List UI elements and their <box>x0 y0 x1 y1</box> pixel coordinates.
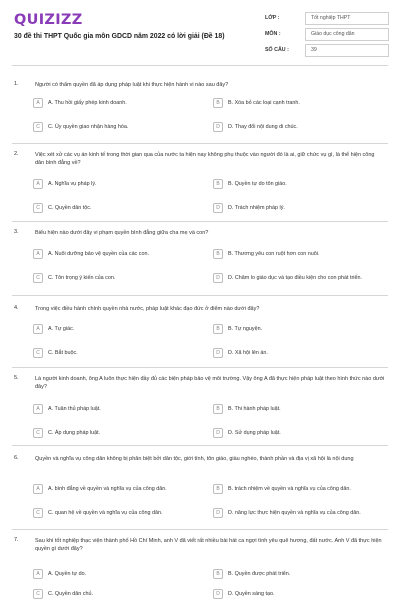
answer-b[interactable] <box>213 567 385 581</box>
answer-c[interactable] <box>33 346 183 360</box>
answer-b[interactable] <box>213 177 385 191</box>
answer-text: A. Nuôi dưỡng bảo vệ quyền của các con. <box>48 250 149 257</box>
answer-text: B. Tự nguyện. <box>228 325 263 332</box>
answer-a[interactable] <box>33 482 183 496</box>
answer-d[interactable] <box>213 201 385 215</box>
answer-key-badge: C <box>33 428 43 438</box>
question-number: 5. <box>14 375 19 381</box>
answer-text: B. Xóa bỏ các loại cạnh tranh. <box>228 99 300 106</box>
answer-key-badge: D <box>213 428 223 438</box>
answer-a[interactable] <box>33 247 183 261</box>
answer-key-badge: A <box>33 249 43 259</box>
answer-d[interactable] <box>213 268 385 288</box>
meta-value-count: 39 <box>305 44 389 57</box>
question-text: Trong việc điều hành chính quyền nhà nước, pháp luật khác đạo đức ở điểm nào dưới đây? <box>35 306 260 312</box>
answer-key-badge: A <box>33 404 43 414</box>
answer-d[interactable] <box>213 587 385 600</box>
question-divider <box>12 445 388 446</box>
answer-key-badge: B <box>213 484 223 494</box>
answer-key-badge: D <box>213 203 223 213</box>
answer-d[interactable] <box>213 426 385 440</box>
meta-row-class <box>265 10 389 26</box>
answer-text: B. Thương yêu con ruột hơn con nuôi. <box>228 250 320 257</box>
question-number: 4. <box>14 305 19 311</box>
answer-key-badge: A <box>33 324 43 334</box>
header-divider <box>12 65 388 66</box>
answer-text: B. Quyền tự do tôn giáo. <box>228 180 287 187</box>
answer-key-badge: B <box>213 569 223 579</box>
question-number: 2. <box>14 151 19 157</box>
answer-text: A. Tự giác. <box>48 325 75 332</box>
document-meta <box>265 10 389 58</box>
question-divider <box>12 221 388 222</box>
answer-c[interactable] <box>33 506 183 520</box>
answer-c[interactable] <box>33 271 183 285</box>
meta-row-count <box>265 42 389 58</box>
meta-row-subject <box>265 26 389 42</box>
answer-b[interactable] <box>213 247 385 261</box>
answer-a[interactable] <box>33 322 183 336</box>
answer-c[interactable] <box>33 426 183 440</box>
answer-key-badge: B <box>213 98 223 108</box>
answer-key-badge: A <box>33 484 43 494</box>
answer-text: A. Tuân thủ pháp luật. <box>48 405 101 412</box>
question-divider <box>12 143 388 144</box>
answer-d[interactable] <box>213 120 385 134</box>
answer-key-badge: D <box>213 273 223 283</box>
question-text: Sau khi tốt nghiệp thạc viện thành phố Hồ Chí Minh, anh V đã viết rất nhiều bài hát ca ngợi tình yêu quê hương, đất nước. Anh V đã thực hiện quyền gì dưới đây? <box>35 538 382 552</box>
question-divider <box>12 367 388 368</box>
answer-text: D. Trách nhiệm pháp lý. <box>228 204 285 211</box>
answer-a[interactable] <box>33 402 183 416</box>
answer-b[interactable] <box>213 402 385 416</box>
answer-b[interactable] <box>213 96 385 110</box>
answer-text: A. Quyền tự do. <box>48 570 87 577</box>
answer-d[interactable] <box>213 503 385 523</box>
answer-key-badge: D <box>213 348 223 358</box>
answer-text: C. Quyền dân chủ. <box>48 590 93 597</box>
document-header <box>0 0 400 62</box>
answer-key-badge: A <box>33 98 43 108</box>
meta-value-subject: Giáo dục công dân <box>305 28 389 41</box>
question-number: 6. <box>14 455 19 461</box>
answer-text: A. Nghĩa vụ pháp lý. <box>48 180 97 187</box>
answer-key-badge: B <box>213 324 223 334</box>
answer-text: B. Thi hành pháp luật. <box>228 405 281 412</box>
answer-text: C. Ủy quyền giao nhận hàng hóa. <box>48 123 129 130</box>
meta-label: LỚP : <box>265 15 280 21</box>
answer-a[interactable] <box>33 567 183 581</box>
answer-key-badge: B <box>213 404 223 414</box>
answer-a[interactable] <box>33 96 183 110</box>
question-text: Quyền và nghĩa vụ công dân không bị phân biệt bởi dân tộc, giới tính, tôn giáo, giàu nghèo, thành phần và địa vị xã hội là nội dung <box>35 456 354 462</box>
answer-key-badge: C <box>33 589 43 599</box>
answer-text: B. trách nhiệm về quyền và nghĩa vụ của công dân. <box>228 485 351 492</box>
meta-label: SỐ CÂU : <box>265 47 289 53</box>
answer-c[interactable] <box>33 201 183 215</box>
answer-text: C. Áp dụng pháp luật. <box>48 429 101 436</box>
answer-c[interactable] <box>33 120 183 134</box>
answer-key-badge: D <box>213 589 223 599</box>
answer-text: B. Quyền được phát triển. <box>228 570 291 577</box>
answer-key-badge: C <box>33 348 43 358</box>
question-text: Là người kinh doanh, ông A luôn thực hiện đầy đủ các biện pháp bảo vệ môi trường. Vậy ông A đã thực hiện pháp luật theo hình thức nào dưới đây? <box>35 376 385 390</box>
question-number: 3. <box>14 229 19 235</box>
answer-key-badge: A <box>33 179 43 189</box>
document-title: 30 đề thi THPT Quốc gia môn GDCD năm 2022 có lời giải (Đề 18) <box>14 33 225 40</box>
question-text: Biểu hiện nào dưới đây vi phạm quyền bình đẳng giữa cha mẹ và con? <box>35 230 209 236</box>
question-number: 7. <box>14 537 19 543</box>
question-divider <box>12 529 388 530</box>
answer-text: D. Sử dụng pháp luật. <box>228 429 281 436</box>
meta-label: MÔN : <box>265 31 281 37</box>
answer-key-badge: A <box>33 569 43 579</box>
quizizz-logo: QUIZIZZ <box>14 12 83 28</box>
answer-b[interactable] <box>213 482 385 496</box>
answer-text: C. quan hệ về quyền và nghĩa vụ của công dân. <box>48 509 163 516</box>
answer-text: C. Tôn trọng ý kiến của con. <box>48 274 116 281</box>
meta-value-class: Tốt nghiệp THPT <box>305 12 389 25</box>
answer-key-badge: C <box>33 122 43 132</box>
answer-text: D. Chăm lo giáo dục và tạo điều kiện cho con phát triển. <box>228 274 362 281</box>
answer-text: D. Xã hội lên án. <box>228 349 268 356</box>
question-divider <box>12 295 388 296</box>
answer-c[interactable] <box>33 587 183 600</box>
answer-key-badge: D <box>213 508 223 518</box>
answer-key-badge: C <box>33 508 43 518</box>
answer-key-badge: C <box>33 203 43 213</box>
question-text: Việc xét xử các vụ án kinh tế trong thời gian qua của nước ta hiện nay không phụ thuộc vào người đó là ai, giữ chức vụ gì, là thể hiện công dân bình đẳng về? <box>35 152 375 166</box>
answer-key-badge: C <box>33 273 43 283</box>
answer-text: D. Thay đổi nội dung di chúc. <box>228 123 298 130</box>
question-text: Người có thẩm quyền đã áp dụng pháp luật khi thực hiện hành vi nào sau đây? <box>35 82 229 88</box>
answer-key-badge: B <box>213 249 223 259</box>
answer-text: D. năng lực thực hiện quyền và nghĩa vụ của công dân. <box>228 509 361 516</box>
answer-a[interactable] <box>33 177 183 191</box>
answer-text: A. bình đẳng về quyền và nghĩa vụ của công dân. <box>48 485 167 492</box>
answer-key-badge: D <box>213 122 223 132</box>
question-number: 1. <box>14 81 19 87</box>
answer-text: D. Quyền sáng tạo. <box>228 590 275 597</box>
answer-b[interactable] <box>213 322 385 336</box>
answer-text: C. Bắt buộc. <box>48 349 78 356</box>
answer-d[interactable] <box>213 346 385 360</box>
answer-text: C. Quyền dân tộc. <box>48 204 92 211</box>
answer-key-badge: B <box>213 179 223 189</box>
answer-text: A. Thu hồi giấy phép kinh doanh. <box>48 99 127 106</box>
